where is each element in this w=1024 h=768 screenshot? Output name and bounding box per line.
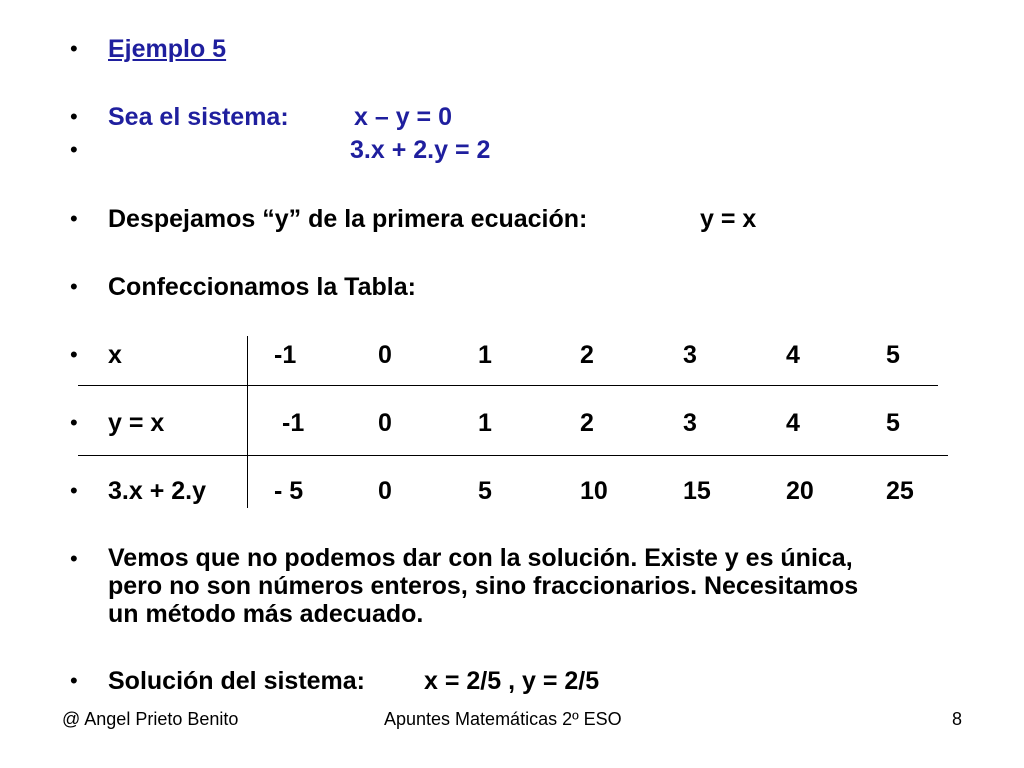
table-divider-1	[78, 385, 938, 386]
vemos-line-2: pero no son números enteros, sino fraccionarios. Necesitamos	[108, 572, 859, 600]
table-row-1-cell-2: 0	[378, 341, 392, 369]
bullet-6: •	[70, 342, 78, 367]
solucion-label: Solución del sistema:	[108, 667, 366, 695]
bullet-4: •	[70, 206, 78, 231]
despejamos-result: y = x	[700, 205, 757, 233]
table-row-1-cell-7: 5	[886, 341, 900, 369]
solucion-value: x = 2/5 , y = 2/5	[424, 667, 600, 695]
table-row-3-cell-5: 15	[683, 477, 711, 505]
footer-page-number: 8	[952, 709, 963, 729]
table-row-3-cell-4: 10	[580, 477, 608, 505]
table-row-2-cell-4: 2	[580, 409, 594, 437]
table-row-2-cell-1: -1	[282, 409, 305, 437]
table-row-3-label: 3.x + 2.y	[108, 477, 206, 505]
despejamos-text: Despejamos “y” de la primera ecuación:	[108, 205, 588, 233]
table-row-2-cell-6: 4	[786, 409, 800, 437]
table-row-2-cell-7: 5	[886, 409, 900, 437]
table-row-3-cell-1: - 5	[274, 477, 304, 505]
table-vertical-divider	[247, 336, 248, 508]
vemos-line-1: Vemos que no podemos dar con la solución. Existe y es única,	[108, 544, 853, 572]
footer-author: @ Angel Prieto Benito	[62, 709, 239, 729]
bullet-10: •	[70, 668, 78, 693]
table-row-3-cell-3: 5	[478, 477, 492, 505]
table-row-1-cell-3: 1	[478, 341, 492, 369]
table-row-2-label: y = x	[108, 409, 165, 437]
bullet-5: •	[70, 274, 78, 299]
table-row-3-cell-2: 0	[378, 477, 392, 505]
table-row-1-cell-1: -1	[274, 341, 297, 369]
sistema-label: Sea el sistema:	[108, 103, 289, 131]
table-row-2-cell-2: 0	[378, 409, 392, 437]
table-row-1-cell-5: 3	[683, 341, 697, 369]
confeccionamos-text: Confeccionamos la Tabla:	[108, 273, 416, 301]
table-row-2-cell-5: 3	[683, 409, 697, 437]
table-row-1-cell-6: 4	[786, 341, 800, 369]
table-divider-2	[78, 455, 948, 456]
table-row-1-label: x	[108, 341, 122, 369]
bullet-8: •	[70, 478, 78, 503]
table-row-1-cell-4: 2	[580, 341, 594, 369]
table-row-3-cell-6: 20	[786, 477, 814, 505]
bullet-1: •	[70, 36, 78, 61]
footer-subject: Apuntes Matemáticas 2º ESO	[384, 709, 622, 729]
bullet-3: •	[70, 137, 78, 162]
table-row-3-cell-7: 25	[886, 477, 914, 505]
equation-1: x – y = 0	[354, 103, 452, 131]
bullet-9: •	[70, 546, 78, 571]
bullet-2: •	[70, 104, 78, 129]
vemos-line-3: un método más adecuado.	[108, 600, 424, 628]
slide-title: Ejemplo 5	[108, 35, 227, 63]
bullet-7: •	[70, 410, 78, 435]
equation-2: 3.x + 2.y = 2	[350, 136, 491, 164]
table-row-2-cell-3: 1	[478, 409, 492, 437]
